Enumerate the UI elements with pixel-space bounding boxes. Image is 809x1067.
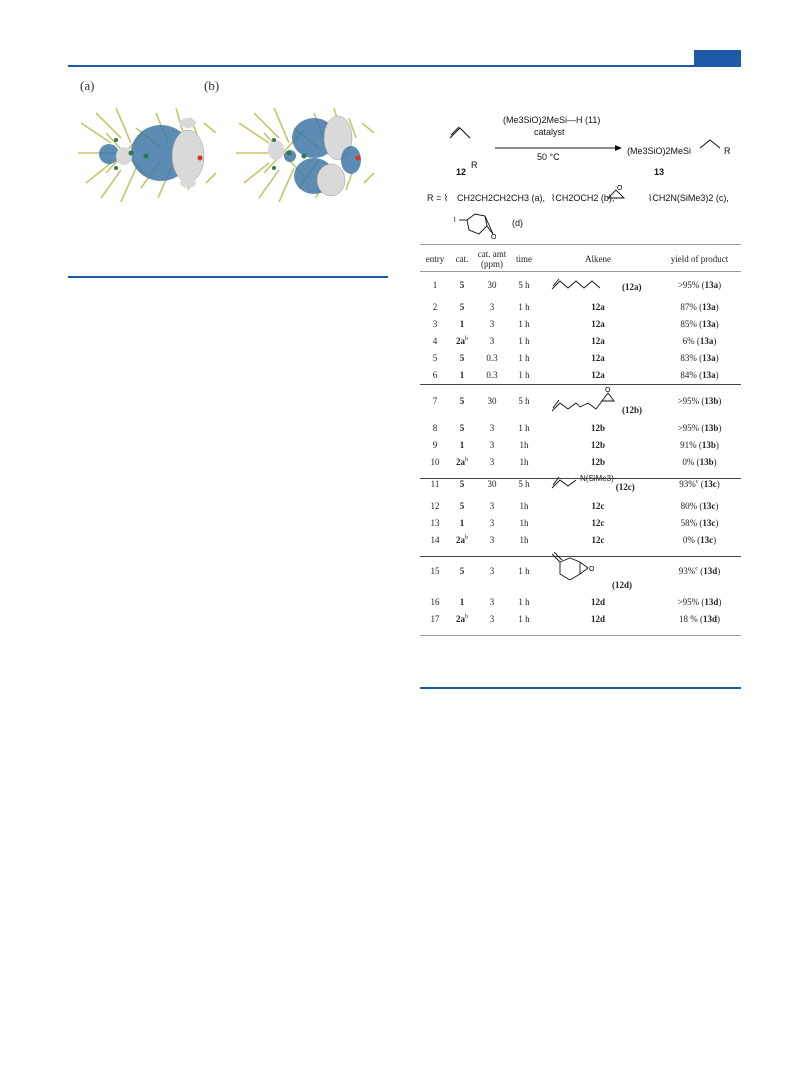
epoxide-ring-b	[606, 184, 628, 202]
svg-text:O: O	[617, 185, 623, 192]
catalyst-label: catalyst	[534, 127, 565, 137]
r-definition-b-text: CH2OCH2 (b),	[555, 193, 615, 203]
table-row	[420, 593, 741, 610]
cell-cat: 5	[459, 396, 465, 406]
cell-alkene: 12a	[591, 318, 605, 329]
cell-alkene: 12b	[590, 456, 605, 467]
cell-cat: 5	[459, 280, 465, 290]
cell-entry: 1	[432, 280, 438, 290]
table-row	[420, 272, 741, 298]
cell-amt: 0.3	[486, 369, 498, 380]
cell-alkene: O (12d)	[538, 548, 658, 593]
table-row	[420, 436, 741, 453]
alkene-12b-structure	[550, 385, 620, 415]
cell-cat: $2a^b$	[456, 613, 468, 624]
molecular-orbital-figure	[76, 98, 386, 210]
product-r-label: R	[724, 146, 731, 156]
r-definition-a: CH2CH2CH2CH3 (a),	[457, 193, 546, 203]
cell-time: 5 h	[518, 396, 530, 406]
panel-label-b: (b)	[204, 78, 220, 93]
table-row	[420, 366, 741, 383]
svg-text:O: O	[491, 234, 497, 240]
alkene-12d-structure	[550, 550, 610, 590]
cell-yield: 91% (13b)	[680, 439, 719, 450]
cell-entry: 9	[432, 439, 438, 450]
hydrosilylation-table	[420, 245, 741, 627]
cell-yield: >95% (13a)	[677, 280, 722, 290]
header-cat: cat.	[455, 253, 469, 264]
cell-amt: 3	[489, 565, 495, 576]
cell-amt: 3	[489, 500, 495, 511]
cell-amt: 3	[489, 517, 495, 528]
cell-yield: 93%$^c$ (13d)	[678, 565, 721, 576]
cell-entry: 2	[432, 301, 438, 312]
cell-amt: 3	[489, 335, 495, 346]
cell-time: 1 h	[518, 301, 530, 312]
product-number: 13	[654, 167, 665, 177]
cell-time: 1 h	[518, 596, 530, 607]
alkene-12-structure	[440, 120, 740, 165]
cell-cat: $2a^b$	[456, 456, 468, 467]
temperature-label: 50 °C	[537, 152, 560, 162]
cell-yield: 83% (13a)	[680, 352, 719, 363]
cell-cat: 1	[459, 439, 465, 450]
cell-cat: 5	[459, 500, 465, 511]
cell-yield: 80% (13c)	[680, 500, 719, 511]
cell-time: 1h	[519, 500, 529, 511]
cell-yield: 6% (13a)	[682, 335, 717, 346]
r-definition-prefix: R = ⌇	[427, 193, 449, 203]
cell-cat: 1	[459, 369, 465, 380]
svg-text:O: O	[589, 565, 595, 573]
cell-amt: 3	[489, 534, 495, 545]
cell-alkene: 12b	[590, 439, 605, 450]
cell-alkene: 12c	[591, 500, 605, 511]
table-row	[420, 497, 741, 514]
table-row	[420, 453, 741, 470]
cell-cat: 5	[459, 422, 465, 433]
table-row	[420, 315, 741, 332]
cell-time: 1h	[519, 517, 529, 528]
header-time: time	[516, 253, 532, 264]
cell-entry: 3	[432, 318, 438, 329]
r-definition-d: (d)	[512, 218, 523, 228]
left-column-rule	[68, 276, 388, 278]
cell-time: 1h	[519, 439, 529, 450]
product-formula: (Me3SiO)2MeSi	[627, 146, 692, 156]
cell-entry: 12	[430, 500, 440, 511]
table-row	[420, 419, 741, 436]
page-header-tab	[694, 50, 741, 65]
cell-entry: 17	[430, 613, 440, 624]
cell-yield: 84% (13a)	[680, 369, 719, 380]
cell-time: 1 h	[518, 352, 530, 363]
cell-amt: 3	[489, 301, 495, 312]
cell-amt: 3	[489, 318, 495, 329]
cell-cat: $2a^b$	[456, 335, 468, 346]
svg-text:O: O	[605, 387, 611, 394]
cell-time: 1 h	[518, 369, 530, 380]
cell-amt: 30	[487, 280, 497, 290]
cell-amt: 3	[489, 422, 495, 433]
cell-entry: 15	[430, 565, 440, 576]
cell-alkene: 12b	[590, 422, 605, 433]
cyclohexene-oxide-d	[453, 208, 513, 240]
cell-time: 1 h	[518, 335, 530, 346]
cell-amt: 3	[489, 596, 495, 607]
cell-alkene: N(SiMe3) (12c)	[538, 470, 658, 497]
cell-cat: 1	[459, 517, 465, 528]
cell-alkene: 12a	[591, 352, 605, 363]
table-header-row	[420, 245, 741, 272]
r-def-label: R	[427, 193, 434, 203]
substrate-number: 12	[456, 167, 467, 177]
cell-yield: >95% (13d)	[677, 596, 722, 607]
header-yield: yield of product	[670, 253, 729, 264]
table-row	[420, 349, 741, 366]
cell-cat: $2a^b$	[456, 534, 468, 545]
table-row	[420, 531, 741, 548]
cell-alkene: 12a	[591, 335, 605, 346]
cell-alkene: 12d	[590, 596, 605, 607]
table-row	[420, 332, 741, 349]
table-row	[420, 470, 741, 497]
svg-text:.: .	[577, 401, 579, 408]
table-row	[420, 298, 741, 315]
alkene-12c-structure	[550, 474, 580, 492]
cell-time: 1 h	[518, 318, 530, 329]
header-cat-amt: cat. amt (ppm)	[477, 248, 507, 269]
cell-entry: 14	[430, 534, 440, 545]
cell-entry: 8	[432, 422, 438, 433]
header-alkene: Alkene	[585, 253, 611, 264]
cell-yield: 0% (13c)	[682, 534, 717, 545]
cell-yield: 18 % (13d)	[678, 613, 720, 624]
cell-yield: 85% (13a)	[680, 318, 719, 329]
table-row	[420, 514, 741, 531]
r-definition-c: ⌇CH2N(SiMe3)2 (c),	[648, 193, 729, 203]
cell-amt: 3	[489, 456, 495, 467]
cell-time: 1h	[519, 534, 529, 545]
cell-entry: 11	[430, 478, 440, 489]
cell-alkene: 12a	[591, 369, 605, 380]
cell-cat: 5	[459, 352, 465, 363]
r-definition-b: ⌇CH2OCH2 (b),	[551, 193, 615, 203]
r-definition-c-text: CH2N(SiMe3)2 (c),	[652, 193, 729, 203]
table-row	[420, 383, 741, 419]
alkene-12c-amine: N(SiMe3)	[580, 473, 614, 483]
table-row	[420, 610, 741, 627]
cell-amt: 30	[487, 478, 497, 489]
table-row	[420, 548, 741, 593]
cell-alkene: 12c	[591, 517, 605, 528]
cell-entry: 5	[432, 352, 438, 363]
cell-yield: 87% (13a)	[680, 301, 719, 312]
cell-entry: 10	[430, 456, 440, 467]
header-rule	[68, 65, 741, 67]
cell-alkene: 12a	[591, 301, 605, 312]
cell-yield: 93%$^c$ (13c)	[679, 478, 720, 489]
cell-amt: 0.3	[486, 352, 498, 363]
cell-yield: >95% (13b)	[677, 396, 722, 406]
cell-time: 1h	[519, 456, 529, 467]
svg-text:⌇: ⌇	[453, 217, 457, 224]
cell-time: 1 h	[518, 565, 530, 576]
r-group-label: R	[471, 160, 478, 170]
cell-entry: 7	[432, 396, 438, 406]
cell-amt: 3	[489, 439, 495, 450]
panel-label-a: (a)	[80, 78, 95, 93]
cell-alkene: (12a)	[538, 272, 658, 298]
cell-yield: 58% (13c)	[680, 517, 719, 528]
cell-entry: 4	[432, 335, 438, 346]
cell-entry: 6	[432, 369, 438, 380]
cell-cat: 5	[459, 478, 465, 489]
cell-entry: 16	[430, 596, 440, 607]
hydrosilane-reagent: (Me3SiO)2MeSi—H (11)	[503, 115, 601, 125]
cell-alkene: 12c	[591, 534, 605, 545]
cell-time: 1 h	[518, 613, 530, 624]
table-bottom-rule	[420, 635, 741, 636]
cell-amt: 30	[487, 396, 497, 406]
cell-alkene: O . (12b)	[538, 383, 658, 419]
header-entry: entry	[425, 253, 445, 264]
right-column-rule	[420, 687, 741, 689]
cell-yield: >95% (13b)	[677, 422, 722, 433]
cell-amt: 3	[489, 613, 495, 624]
cell-time: 5 h	[518, 478, 530, 489]
cell-time: 5 h	[518, 280, 530, 290]
cell-entry: 13	[430, 517, 440, 528]
cell-cat: 5	[459, 301, 465, 312]
cell-yield: 0% (13b)	[682, 456, 717, 467]
cell-cat: 5	[459, 565, 465, 576]
cell-cat: 1	[459, 318, 465, 329]
alkene-12a-structure	[550, 276, 620, 292]
cell-time: 1 h	[518, 422, 530, 433]
cell-alkene: 12d	[590, 613, 605, 624]
cell-cat: 1	[459, 596, 465, 607]
